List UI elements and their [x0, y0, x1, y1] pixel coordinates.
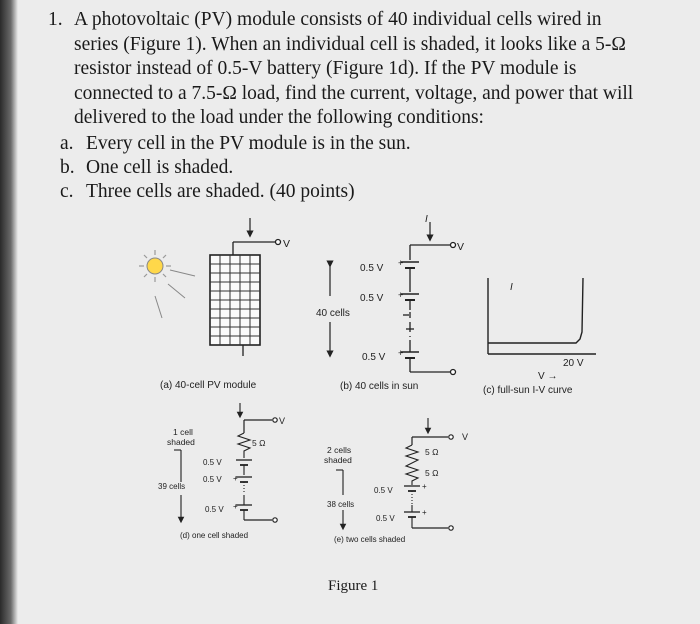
one-cell-shaded-2: shaded [167, 437, 195, 447]
panel-a [139, 218, 290, 391]
battery-cell-d39 [233, 495, 252, 520]
svg-text:+: + [398, 258, 404, 268]
resistors-e [406, 445, 418, 485]
caption-b: (b) 40 cells in sun [340, 381, 419, 392]
two-cells-shaded-1: 2 cells [327, 445, 352, 455]
battery-cell-b40 [398, 340, 419, 365]
battery-cell-e38 [404, 505, 427, 528]
svg-text:+: + [233, 502, 238, 511]
panel-e [324, 418, 468, 544]
battery-cell-d2 [233, 474, 252, 492]
problem-line-2: series (Figure 1). When an individual cell is shaded, it looks like a 5-Ω [74, 33, 626, 55]
v-label-a: V [283, 238, 291, 250]
cells-39-label: 39 cells [158, 482, 186, 491]
battery-cell-d1 [236, 460, 252, 475]
caption-d: (d) one cell shaded [180, 531, 249, 540]
v-label-e: V [462, 432, 469, 442]
resistor-d [238, 433, 250, 458]
cell-voltage-b40: 0.5 V [362, 352, 386, 363]
cell-voltage-d39: 0.5 V [205, 505, 224, 514]
two-cells-shaded-2: shaded [324, 455, 352, 465]
cells-38-label: 38 cells [327, 500, 355, 509]
part-b-text: One cell is shaded. [86, 157, 234, 178]
svg-text:+: + [422, 482, 427, 491]
one-cell-shaded-1: 1 cell [173, 427, 193, 437]
cell-voltage-d1: 0.5 V [203, 458, 222, 467]
cell-voltage-e1: 0.5 V [374, 486, 393, 495]
v-label-d: V [279, 416, 286, 426]
svg-text:+: + [233, 474, 238, 483]
resistor-label-e1: 5 Ω [425, 447, 439, 457]
part-a-text: Every cell in the PV module is in the sun. [86, 133, 411, 154]
problem-line-5: delivered to the load under the following conditions: [74, 107, 484, 128]
cells-40-label: 40 cells [316, 308, 350, 319]
sun-icon [139, 250, 171, 282]
series-wire-d [244, 418, 277, 522]
problem-number: 1. [48, 9, 63, 30]
i-label-c: I [510, 282, 513, 293]
panel-b [316, 214, 464, 392]
caption-c: (c) full-sun I-V curve [483, 385, 573, 396]
cell-voltage-b2: 0.5 V [360, 293, 384, 304]
svg-text:+: + [398, 290, 404, 300]
caption-a: (a) 40-cell PV module [160, 380, 257, 391]
battery-cell-b2 [398, 290, 419, 310]
battery-cell-e1 [404, 482, 427, 505]
cell-voltage-b1: 0.5 V [360, 263, 384, 274]
sun-rays [155, 270, 195, 318]
series-dots-b [403, 312, 414, 339]
i-label-b: I [425, 214, 428, 225]
problem-line-4: connected to a 7.5-Ω load, find the current, voltage, and power that will [74, 82, 634, 104]
figure-title: Figure 1 [328, 578, 379, 594]
svg-text:+: + [398, 348, 404, 358]
part-c-text: Three cells are shaded. (40 points) [86, 181, 355, 202]
v-label-b: V [457, 241, 465, 253]
problem-line-1: A photovoltaic (PV) module consists of 40 individual cells wired in [74, 9, 602, 30]
curve-axis-v: V → [538, 371, 558, 382]
caption-e: (e) two cells shaded [334, 535, 406, 544]
resistor-label-e2: 5 Ω [425, 468, 439, 478]
svg-text:+: + [422, 508, 427, 517]
iv-curve [488, 278, 583, 343]
resistor-label-d: 5 Ω [252, 438, 266, 448]
curve-v-label: 20 V [563, 358, 584, 369]
problem-line-3: resistor instead of 0.5-V battery (Figure 1d). If the PV module is [74, 58, 577, 79]
pv-module-grid [210, 255, 260, 345]
cell-voltage-e38: 0.5 V [376, 514, 395, 523]
part-a-label: a. [60, 133, 74, 154]
battery-cell-b1 [398, 258, 419, 292]
cell-voltage-d2: 0.5 V [203, 475, 222, 484]
panel-c [483, 278, 596, 396]
panel-d [158, 403, 285, 540]
part-b-label: b. [60, 157, 75, 178]
part-c-label: c. [60, 181, 74, 202]
